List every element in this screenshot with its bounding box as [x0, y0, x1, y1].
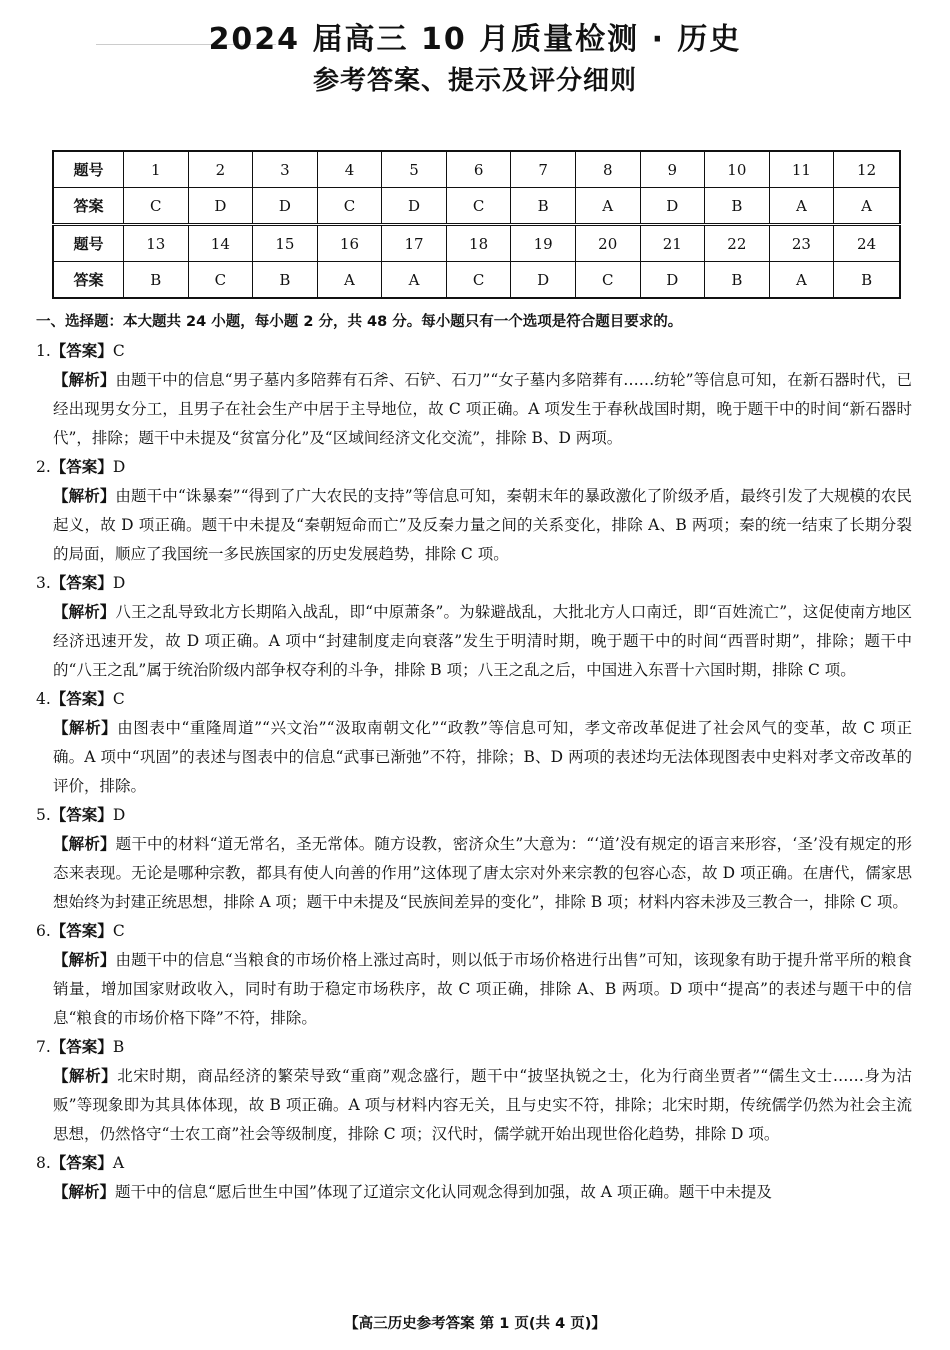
- answer-letter: C: [112, 922, 125, 940]
- answer-cell: A: [834, 188, 900, 225]
- answer-cell: C: [446, 188, 511, 225]
- answer-tag: 【答案】: [50, 690, 113, 708]
- answer-tag: 【答案】: [50, 806, 113, 824]
- question-number-cell: 23: [769, 225, 834, 262]
- answer-letter: C: [112, 690, 125, 708]
- answer-cell: C: [446, 262, 511, 299]
- analysis-text: 北宋时期，商品经济的繁荣导致“重商”观念盛行，题干中“披坚执锐之士，化为行商坐贾者”“儒生文士……身为沽贩”等现象即为其具体体现，故 B 项正确。A 项与材料内容无关，且与史实不符，排除；北宋时期，传统儒学仍然为社会主流思想，仍然恪守“士农工商”社会等级制度，排除 C 项；汉代时，儒学就开始出现世俗化趋势，排除 D 项。: [53, 1067, 912, 1143]
- analysis-tag: 【解析】: [53, 951, 116, 969]
- question-number: 5.: [36, 806, 51, 824]
- question-number-cell: 19: [511, 225, 576, 262]
- question-number-cell: 6: [446, 151, 511, 188]
- answer-cell: C: [317, 188, 382, 225]
- answer-cell: A: [317, 262, 382, 299]
- question-number-cell: 4: [317, 151, 382, 188]
- answer-letter: A: [112, 1154, 125, 1172]
- answer-cell: C: [575, 262, 640, 299]
- answer-cell: B: [511, 188, 576, 225]
- answer-cell: A: [769, 262, 834, 299]
- question-number-cell: 1: [124, 151, 189, 188]
- question-number-cell: 8: [575, 151, 640, 188]
- analysis-tag: 【解析】: [53, 603, 116, 621]
- answer-cell: A: [382, 262, 447, 299]
- analysis-text: 由题干中“诛暴秦”“得到了广大农民的支持”等信息可知，秦朝末年的暴政激化了阶级矛盾，最终引发了大规模的农民起义，故 D 项正确。题干中未提及“秦朝短命而亡”及反秦力量之间的关系变化，排除 A、B 两项；秦的统一结束了长期分裂的局面，顺应了我国统一多民族国家的历史发展趋势，排除 C 项。: [53, 487, 912, 563]
- question-number-cell: 12: [834, 151, 900, 188]
- question-number-cell: 9: [640, 151, 705, 188]
- question-number-cell: 15: [253, 225, 318, 262]
- answer-cell: D: [640, 262, 705, 299]
- question-number-cell: 24: [834, 225, 900, 262]
- table-row-answers: [53, 188, 900, 225]
- analysis-text: 八王之乱导致北方长期陷入战乱，即“中原萧条”。为躲避战乱，大批北方人口南迁，即“百姓流亡”，这促使南方地区经济迅速开发，故 D 项正确。A 项中“封建制度走向衰落”发生于明清时期，晚于题干中的时间“西晋时期”，排除；题干中的“八王之乱”属于统治阶级内部争权夺利的斗争，排除 B 项；八王之乱之后，中国进入东晋十六国时期，排除 C 项。: [53, 603, 912, 679]
- question-answer-line: [36, 337, 912, 366]
- answer-cell: B: [705, 262, 770, 299]
- answer-cell: D: [382, 188, 447, 225]
- analysis-paragraph: [53, 1178, 912, 1207]
- row-label-number: 题号: [53, 225, 124, 262]
- question-number-cell: 13: [124, 225, 189, 262]
- table-row-answers: [53, 262, 900, 299]
- analysis-text: 由题干中的信息“男子墓内多陪葬有石斧、石铲、石刀”“女子墓内多陪葬有……纺轮”等信息可知，在新石器时代，已经出现男女分工，且男子在社会生产中居于主导地位，故 C 项正确。A 项发生于春秋战国时期，晚于题干中的时间“新石器时代”，排除；题干中未提及“贫富分化”及“区域间经济文化交流”，排除 B、D 两项。: [53, 371, 912, 447]
- answer-tag: 【答案】: [50, 574, 113, 592]
- question-number: 2.: [36, 458, 51, 476]
- analysis-paragraph: [53, 946, 912, 1033]
- question-number-cell: 3: [253, 151, 318, 188]
- answer-letter: D: [112, 806, 126, 824]
- question-number-cell: 5: [382, 151, 447, 188]
- question-number: 3.: [36, 574, 51, 592]
- analysis-text: 由图表中“重隆周道”“兴文治”“汲取南朝文化”“政教”等信息可知，孝文帝改革促进了社会风气的变革，故 C 项正确。A 项中“巩固”的表述与图表中的信息“武事已渐弛”不符，排除；B、D 两项的表述均无法体现图表中史料对孝文帝改革的评价，排除。: [53, 719, 912, 795]
- question-number-cell: 2: [188, 151, 253, 188]
- answer-tag: 【答案】: [50, 1038, 113, 1056]
- answer-letter: C: [112, 342, 125, 360]
- question-number-cell: 14: [188, 225, 253, 262]
- answer-letter: B: [112, 1038, 125, 1056]
- answer-table: [52, 150, 901, 299]
- answer-cell: C: [188, 262, 253, 299]
- table-row-numbers: [53, 225, 900, 262]
- answer-cell: A: [769, 188, 834, 225]
- answer-letter: D: [112, 574, 126, 592]
- analysis-text: 由题干中的信息“当粮食的市场价格上涨过高时，则以低于市场价格进行出售”可知，该现象有助于提升常平所的粮食销量，增加国家财政收入，同时有助于稳定市场秩序，故 C 项正确，排除 A、B 两项。D 项中“提高”的表述与题干中的信息“粮食的市场价格下降”不符，排除。: [53, 951, 912, 1027]
- answer-cell: B: [253, 262, 318, 299]
- answer-cell: C: [124, 188, 189, 225]
- question-number: 1.: [36, 342, 51, 360]
- question-answer-line: [36, 685, 912, 714]
- answer-cell: D: [511, 262, 576, 299]
- analysis-paragraph: [53, 366, 912, 453]
- question-number-cell: 16: [317, 225, 382, 262]
- question-number-cell: 17: [382, 225, 447, 262]
- answer-tag: 【答案】: [50, 342, 113, 360]
- question-list: [36, 337, 912, 1207]
- analysis-tag: 【解析】: [53, 1183, 116, 1201]
- table-row-numbers: [53, 151, 900, 188]
- section-heading: 一、选择题：本大题共 24 小题，每小题 2 分，共 48 分。每小题只有一个选项是符合题目要求的。: [36, 314, 683, 330]
- question-number: 4.: [36, 690, 51, 708]
- question-number-cell: 21: [640, 225, 705, 262]
- answer-cell: B: [124, 262, 189, 299]
- question-number: 6.: [36, 922, 51, 940]
- question-answer-line: [36, 801, 912, 830]
- analysis-tag: 【解析】: [53, 371, 116, 389]
- row-label-number: 题号: [53, 151, 124, 188]
- question-number: 8.: [36, 1154, 51, 1172]
- answer-cell: B: [834, 262, 900, 299]
- question-number: 7.: [36, 1038, 51, 1056]
- question-answer-line: [36, 453, 912, 482]
- answer-tag: 【答案】: [50, 1154, 113, 1172]
- question-number-cell: 22: [705, 225, 770, 262]
- question-number-cell: 18: [446, 225, 511, 262]
- analysis-paragraph: [53, 1062, 912, 1149]
- answer-cell: A: [575, 188, 640, 225]
- analysis-tag: 【解析】: [53, 835, 116, 853]
- answer-letter: D: [112, 458, 126, 476]
- answer-tag: 【答案】: [50, 458, 113, 476]
- analysis-tag: 【解析】: [53, 1067, 118, 1085]
- answer-tag: 【答案】: [50, 922, 113, 940]
- analysis-text: 题干中的信息“愿后世生中国”体现了辽道宗文化认同观念得到加强，故 A 项正确。题干中未提及: [115, 1183, 772, 1201]
- answers-content: [36, 308, 912, 1207]
- page-subtitle: 参考答案、提示及评分细则: [312, 66, 637, 96]
- question-number-cell: 10: [705, 151, 770, 188]
- page-footer: 【高三历史参考答案 第 1 页(共 4 页)】: [344, 1316, 606, 1332]
- question-answer-line: [36, 917, 912, 946]
- answer-cell: D: [640, 188, 705, 225]
- question-number-cell: 7: [511, 151, 576, 188]
- question-answer-line: [36, 1149, 912, 1178]
- page-title: 2024 届高三 10 月质量检测 · 历史: [208, 22, 742, 57]
- question-number-cell: 11: [769, 151, 834, 188]
- analysis-tag: 【解析】: [53, 487, 116, 505]
- analysis-paragraph: [53, 598, 912, 685]
- answer-cell: D: [188, 188, 253, 225]
- question-answer-line: [36, 1033, 912, 1062]
- row-label-answer: 答案: [53, 262, 124, 299]
- analysis-paragraph: [53, 830, 912, 917]
- analysis-tag: 【解析】: [53, 719, 118, 737]
- answer-cell: D: [253, 188, 318, 225]
- answer-cell: B: [705, 188, 770, 225]
- question-number-cell: 20: [575, 225, 640, 262]
- analysis-paragraph: [53, 482, 912, 569]
- row-label-answer: 答案: [53, 188, 124, 225]
- question-answer-line: [36, 569, 912, 598]
- analysis-text: 题干中的材料“道无常名，圣无常体。随方设教，密济众生”大意为：“‘道’没有规定的语言来形容，‘圣’没有规定的形态来表现。无论是哪种宗教，都具有使人向善的作用”这体现了唐太宗对外来宗教的包容心态，故 D 项正确。在唐代，儒家思想始终为封建正统思想，排除 A 项；题干中未提及“民族间差异的变化”，排除 B 项；材料内容未涉及三教合一，排除 C 项。: [53, 835, 912, 911]
- analysis-paragraph: [53, 714, 912, 801]
